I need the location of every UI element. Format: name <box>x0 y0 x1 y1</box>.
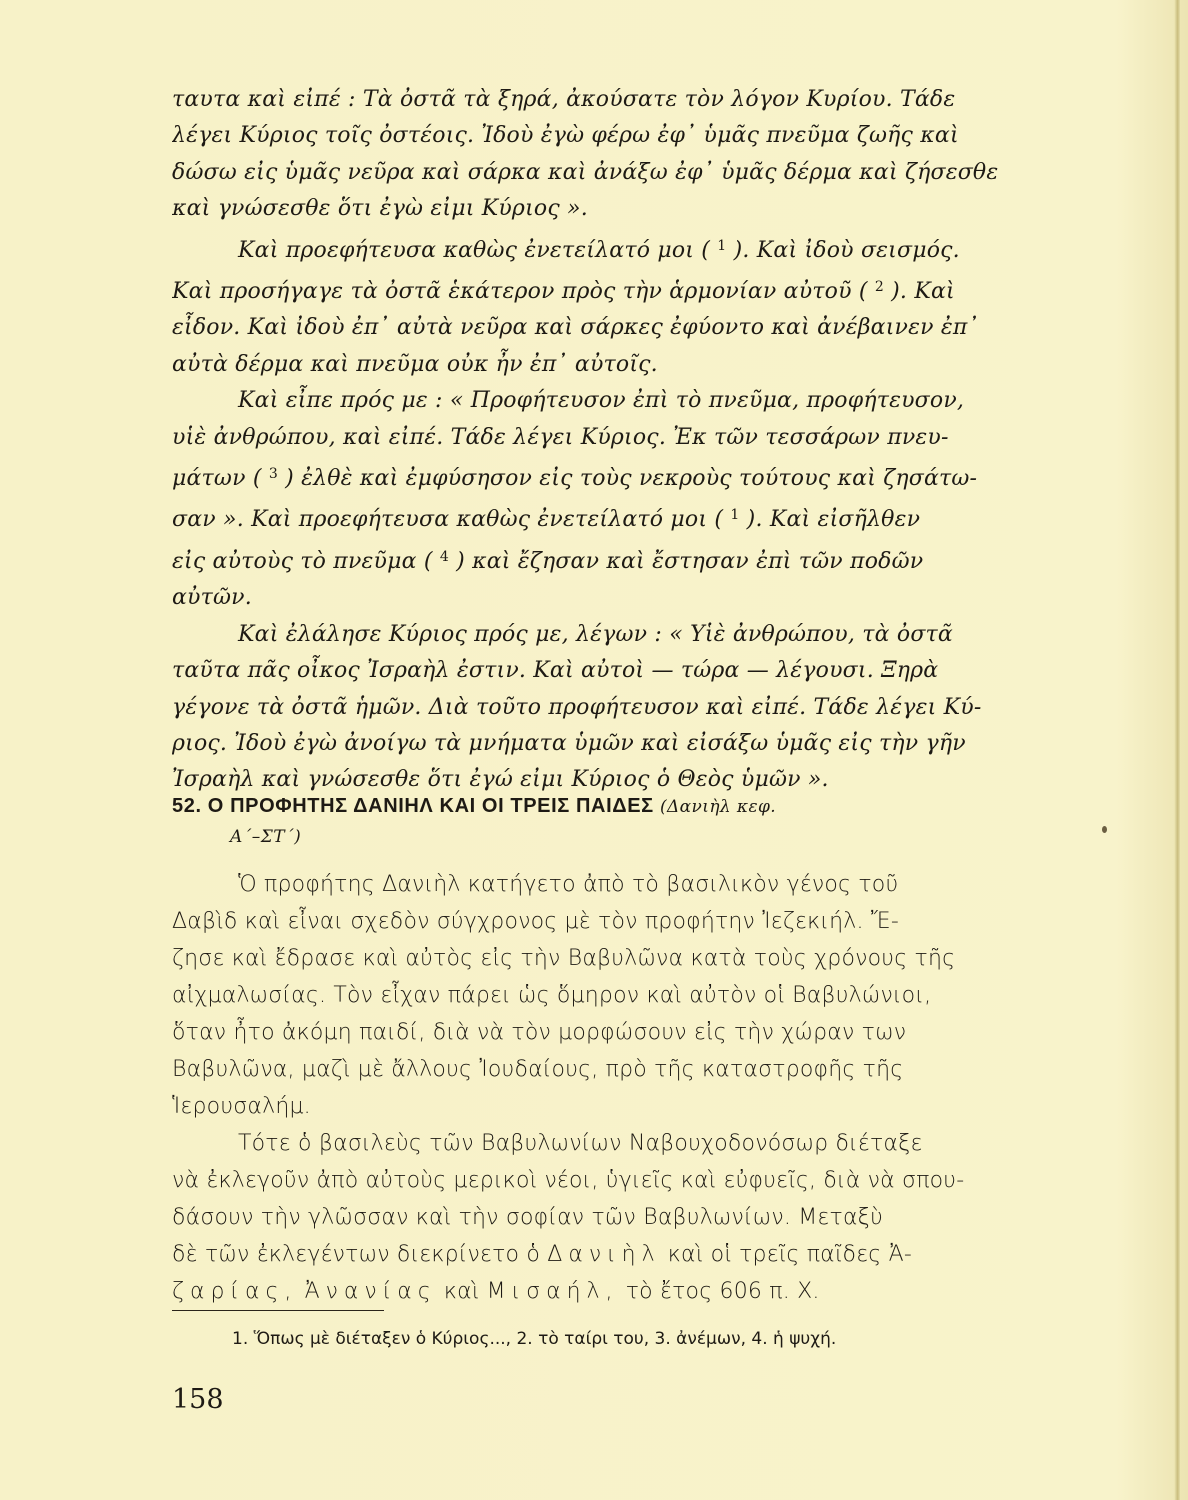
section-reference-cont: Α΄–ΣΤ΄) <box>230 827 302 847</box>
footnote-marker: 4 <box>439 548 449 565</box>
verse-line <box>172 269 1032 310</box>
verse-text: ) ἐλθὲ καὶ ἐμφύσησον εἰς τοὺς νεκροὺς τούτους καὶ ζησάτω- <box>277 466 978 492</box>
body-line: Βαβυλῶνα, μαζὶ μὲ ἄλλους Ἰουδαίους, πρὸ τῆς καταστροφῆς τῆς <box>172 1057 904 1082</box>
verse-text: Καὶ προσήγαγε τὰ ὀστᾶ ἑκάτερον πρὸς τὴν ἁρμονίαν αὐτοῦ ( <box>172 279 875 305</box>
footnote-marker: 1 <box>717 237 727 254</box>
verse-text: Καὶ προεφήτευσα καθὼς ἐνετείλατό μοι ( <box>238 237 718 263</box>
footnote: 1. Ὅπως μὲ διέταξεν ὁ Κύριος..., 2. τὸ ταίρι του, 3. ἀνέμων, 4. ἡ ψυχή. <box>232 1329 837 1349</box>
body-line: Τότε ὁ βασιλεὺς τῶν Βαβυλωνίων Ναβουχοδονόσωρ διέταξε <box>238 1131 923 1156</box>
section-heading <box>172 795 1032 818</box>
body-text-span: καὶ <box>436 1279 487 1304</box>
body-text-span: καὶ οἱ τρεῖς παῖδες Ἀ- <box>660 1242 912 1267</box>
body-text-span: δὲ τῶν ἐκλεγέντων διεκρίνετο ὁ <box>172 1242 548 1267</box>
verse-line: υἱὲ ἀνθρώπου, καὶ εἰπέ. Τάδε λέγει Κύριος. Ἐκ τῶν τεσσάρων πνευ- <box>172 424 949 450</box>
verse-block <box>172 82 1032 799</box>
verse-line: καὶ γνώσεσθε ὅτι ἐγὼ εἰμι Κύριος ». <box>172 196 588 222</box>
verse-line: αὐτὰ δέρμα καὶ πνεῦμα οὐκ ἦν ἐπ᾽ αὐτοῖς. <box>172 351 658 377</box>
body-line <box>172 1273 1032 1310</box>
page-edge <box>1174 0 1180 1500</box>
body-line: Ἱερουσαλήμ. <box>172 1094 311 1119</box>
section-reference: (Δανιὴλ κεφ. <box>659 797 777 817</box>
verse-line: δώσω εἰς ὑμᾶς νεῦρα καὶ σάρκα καὶ ἀνάξω ἐφ᾽ ὑμᾶς δέρμα καὶ ζήσεσθε <box>172 159 999 185</box>
body-line: ὅταν ἦτο ἀκόμη παιδί, διὰ νὰ τὸν μορφώσουν εἰς τὴν χώραν των <box>172 1020 907 1045</box>
verse-line: λέγει Κύριος τοῖς ὀστέοις. Ἰδοὺ ἐγὼ φέρω ἐφ᾽ ὑμᾶς πνεῦμα ζωῆς καὶ <box>172 123 959 149</box>
verse-text: σαν ». Καὶ προεφήτευσα καθὼς ἐνετείλατό μοι ( <box>172 507 731 533</box>
verse-line <box>172 456 1032 497</box>
footnote-marker: 1 <box>730 507 740 524</box>
verse-text: εἰς αὐτοὺς τὸ πνεῦμα ( <box>172 548 440 574</box>
verse-line <box>172 497 1032 538</box>
body-line: Ὁ προφήτης Δανιὴλ κατήγετο ἀπὸ τὸ βασιλικὸν γένος τοῦ <box>238 872 899 897</box>
footnote-marker: 2 <box>874 279 884 296</box>
verse-text: μάτων ( <box>172 466 269 492</box>
verse-line: γέγονε τὰ ὀστᾶ ἡμῶν. Διὰ τοῦτο προφήτευσον καὶ εἰπέ. Τάδε λέγει Κύ- <box>172 694 982 720</box>
verse-text: ). Καὶ ἰδοὺ σεισμός. <box>726 237 960 263</box>
verse-line: εἶδον. Καὶ ἰδοὺ ἐπ᾽ αὐτὰ νεῦρα καὶ σάρκες ἐφύοντο καὶ ἀνέβαινεν ἐπ᾽ <box>172 315 979 341</box>
name-ananias: Ἀνανίας <box>304 1279 437 1304</box>
verse-line: ταυτα καὶ εἰπέ : Τὰ ὀστᾶ τὰ ξηρά, ἀκούσατε τὸν λόγον Κυρίου. Τάδε <box>172 87 956 112</box>
body-line: νὰ ἐκλεγοῦν ἀπὸ αὐτοὺς μερικοὶ νέοι, ὑγιεῖς καὶ εὐφυεῖς, διὰ νὰ σπου- <box>172 1168 965 1193</box>
body-line: αἰχμαλωσίας. Τὸν εἶχαν πάρει ὡς ὅμηρον καὶ αὐτὸν οἱ Βαβυλώνιοι, <box>172 983 932 1008</box>
name-azarias: ζαρίας, <box>172 1279 298 1304</box>
section-title: Ο ΠΡΟΦΗΤΗΣ ΔΑΝΙΗΛ ΚΑΙ ΟΙ ΤΡΕΙΣ ΠΑΙΔΕΣ <box>207 795 654 817</box>
name-misael: Μισαήλ, <box>486 1279 619 1304</box>
body-line: δάσουν τὴν γλῶσσαν καὶ τὴν σοφίαν τῶν Βαβυλωνίων. Μεταξὺ <box>172 1205 884 1230</box>
verse-line: ταῦτα πᾶς οἶκος Ἰσραὴλ ἐστιν. Καὶ αὐτοὶ — τώρα — λέγουσι. Ξηρὰ <box>172 658 939 684</box>
section-number: 52. <box>172 795 202 817</box>
page-number: 158 <box>172 1384 224 1415</box>
body-line <box>172 1236 1032 1273</box>
verse-line <box>172 539 1032 580</box>
body-text-span: τὸ ἔτος 606 π. Χ. <box>618 1279 820 1304</box>
verse-text: ). Καὶ εἰσῆλθεν <box>739 507 921 533</box>
body-line: Δαβὶδ καὶ εἶναι σχεδὸν σύγχρονος μὲ τὸν προφήτην Ἰεζεκιήλ. Ἔ- <box>172 909 899 934</box>
verse-text: ). Καὶ <box>883 279 955 305</box>
body-text <box>172 866 1032 1310</box>
verse-line: Ἰσραὴλ καὶ γνώσεσθε ὅτι ἐγώ εἰμι Κύριος ὁ Θεὸς ὑμῶν ». <box>172 767 829 793</box>
footnote-rule <box>172 1310 384 1311</box>
body-line: ζησε καὶ ἔδρασε καὶ αὐτὸς εἰς τὴν Βαβυλῶνα κατὰ τοὺς χρόνους τῆς <box>172 946 956 971</box>
verse-line: ριος. Ἰδοὺ ἐγὼ ἀνοίγω τὰ μνήματα ὑμῶν καὶ εἰσάξω ὑμᾶς εἰς τὴν γῆν <box>172 730 966 756</box>
name-daniel: Δανιὴλ <box>547 1242 661 1267</box>
verse-line: αὐτῶν. <box>172 585 252 611</box>
verse-line: Καὶ εἶπε πρός με : « Προφήτευσον ἐπὶ τὸ πνεῦμα, προφήτευσον, <box>238 388 965 414</box>
footnote-marker: 3 <box>268 466 278 483</box>
verse-text: ) καὶ ἔζησαν καὶ ἔστησαν ἐπὶ τῶν ποδῶν <box>448 548 924 574</box>
ink-speck <box>1102 826 1107 833</box>
verse-line: Καὶ ἐλάλησε Κύριος πρός με, λέγων : « Υἱὲ ἀνθρώπου, τὰ ὀστᾶ <box>238 621 953 647</box>
verse-line <box>172 228 1032 269</box>
